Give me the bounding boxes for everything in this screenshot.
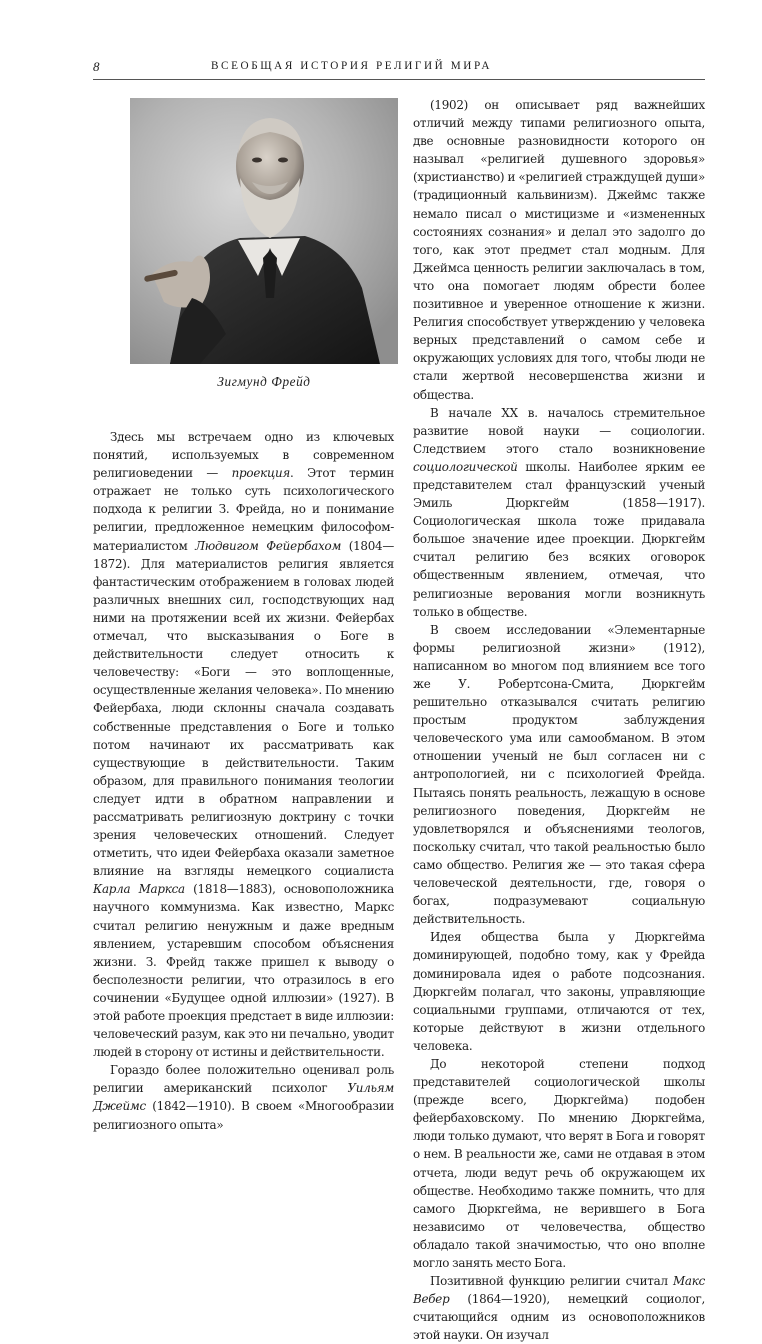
paragraph: В начале XX в. началось стремительное развитие новой науки — социологии. Следствием этого стало возникновение социологической школы. Наиболее ярким ее представителем стал французский ученый Эмиль Дюркгейм (1858—1917). Социологическая школа тоже придавала большое значение идее проекции. Дюркгейм считал религию без всяких оговорок общественным явлением, отмечая, что религиозные верования могли возникнуть только в обществе. xyxy=(413,405,705,619)
right-column xyxy=(413,96,705,1344)
page-header xyxy=(93,57,705,77)
paragraph: Гораздо более положительно оценивал роль религии американский психолог Уильям Джеймс (1842—1910). В своем «Многообразии религиозного опыта» xyxy=(93,1063,394,1132)
portrait-photo xyxy=(130,98,398,364)
italic-term: Людвигом Фейербахом xyxy=(195,538,342,553)
paragraph: Позитивной функцию религии считал Макс Вебер (1864—1920), немецкий социолог, считающийся одним из основоположников этой науки. Он изучал xyxy=(413,1274,705,1343)
paragraph: (1902) он описывает ряд важнейших отличий между типами религиозного опыта, две основные разновидности которого он называл «религией душевного здоровья» (христианство) и «религией страждущей души» (традиционный кальвинизм). Джеймс также немало писал о мистицизме и «измененных состояниях сознания» и делал это задолго до того, как этот предмет стал модным. Для Джеймса ценность религии заключалась в том, что она помогает людям обрести более позитивное и уверенное отношение к жизни. Религия способствует утверждению у человека верных представлений о самом себе и окружающих условиях для того, чтобы люди не стали жертвой несовершенства жизни и общества. xyxy=(413,98,705,402)
page-number: 8 xyxy=(93,59,100,74)
running-title: ВСЕОБЩАЯ ИСТОРИЯ РЕЛИГИЙ МИРА xyxy=(211,60,493,72)
italic-term: Карла Маркса xyxy=(93,882,185,897)
paragraph: До некоторой степени подход представителей социологической школы (прежде всего, Дюркгейма) подобен фейербаховскому. По мнению Дюркгейма, люди только думают, что верят в Бога и говорят о нем. В реальности же, сами не отдавая в этом отчета, люди ведут речь об окружающем их обществе. Необходимо также помнить, что для самого Дюркгейма, не верившего в Бога независимо от человечества, общество обладало такой значимостью, что оно вполне могло занять место Бога. xyxy=(413,1056,705,1270)
italic-term: Макс Вебер xyxy=(413,1274,705,1307)
left-text xyxy=(93,428,394,1134)
italic-term: социологической xyxy=(413,459,518,474)
paragraph: Идея общества была у Дюркгейма доминирующей, подобно тому, как у Фрейда доминировала идея о работе подсознания. Дюркгейм полагал, что законы, управляющие социальными группами, отличаются от тех, которые действуют в жизни отдельного человека. xyxy=(413,930,705,1053)
left-column xyxy=(93,98,394,1134)
italic-term: Уильям Джеймс xyxy=(93,1081,394,1114)
paragraph: В своем исследовании «Элементарные формы религиозной жизни» (1912), написанном во многом под влиянием все того же У. Робертсона-Смита, Дюркгейм решительно отказывался считать религию простым продуктом заблуждения человеческого ума или самообманом. В этом отношении ученый не был согласен ни с антропологией, ни с психологией Фрейда. Пытаясь понять реальность, лежащую в основе религиозного поведения, Дюркгейм не удовлетворялся и объяснениями теологов, поскольку считал, что такой реальностью было само общество. Религия же — это такая сфера человеческой деятельности, где, говоря о богах, подразумевают социальную действительность. xyxy=(413,622,705,927)
header-rule xyxy=(93,79,705,80)
paragraph: Здесь мы встречаем одно из ключевых понятий, используемых в современном религиоведении — проекция. Этот термин отражает не только суть психологического подхода к религии З. Фрейда, но и понимание религии, предложенное немецким философом-материалистом Людвигом Фейербахом (1804—1872). Для материалистов религия является фантастическим отображением в головах людей различных внешних сил, господствующих над ними на протяжении всей их жизни. Фейербах отмечал, что высказывания о Боге в действительности следует относить к человечеству: «Боги — это воплощенные, осуществленные желания человека». По мнению Фейербаха, люди склонны сначала создавать собственные представления о Боге и только потом начинают их рассматривать как существующие в действительности. Таким образом, для правильного понимания теологии следует идти в обратном направлении и рассматривать религиозную доктрину с точки зрения человеческих отношений. Следует отметить, что идеи Фейербаха оказали заметное влияние на взгляды немецкого социалиста Карла Маркса (1818—1883), основоположника научного коммунизма. Как известно, Маркс считал религию ненужным и даже вредным явлением, устаревшим способом объяснения жизни. З. Фрейд также пришел к выводу о бесполезности религии, что отразилось в его сочинении «Будущее одной иллюзии» (1927). В этой работе проекция предстает в виде иллюзии: человеческий разум, как это ни печально, уводит людей в сторону от истины и действительности. xyxy=(93,430,395,1060)
figure-caption: Зигмунд Фрейд xyxy=(217,374,311,389)
italic-term: проекция xyxy=(231,466,291,481)
portrait-illustration xyxy=(130,98,398,364)
